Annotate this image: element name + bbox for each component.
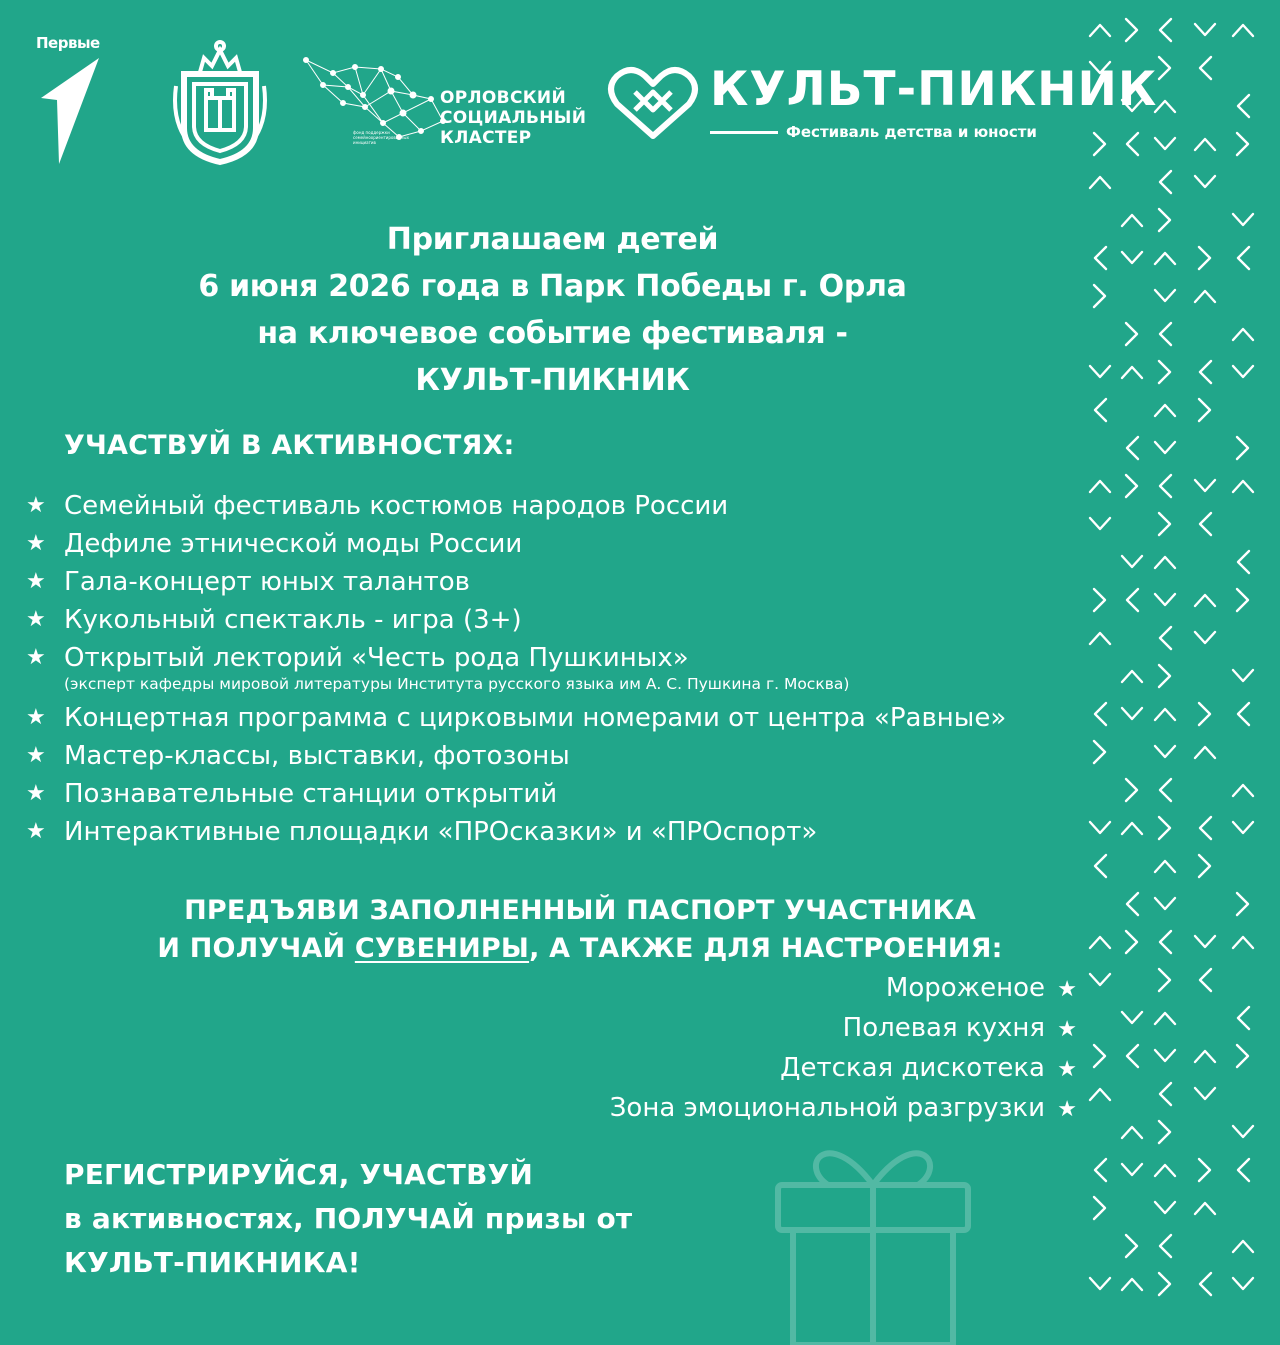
chevron-decor: [1233, 822, 1253, 833]
chevron-decor: [1195, 291, 1215, 302]
chevron-decor: [1094, 589, 1105, 611]
register-line: КУЛЬТ-ПИКНИКА!: [64, 1246, 361, 1279]
chevron-decor: [1155, 101, 1175, 112]
activity-item: [26, 775, 1006, 813]
bonus-label: Полевая кухня: [842, 1013, 1045, 1043]
bonus-item: [610, 969, 1077, 1009]
chevron-decor: [1160, 323, 1171, 345]
chevron-decor: [1238, 1007, 1249, 1029]
chevron-decor: [1127, 589, 1138, 611]
chevron-decor: [1126, 19, 1137, 41]
bonus-label: Мороженое: [885, 973, 1045, 1003]
chevron-decor: [1238, 95, 1249, 117]
bonus-item: [610, 1049, 1077, 1089]
chevron-decor: [1127, 1045, 1138, 1067]
star-icon: ★: [26, 531, 46, 556]
chevron-decor: [1195, 139, 1215, 150]
chevron-decor: [1159, 209, 1170, 231]
chevron-decor: [1200, 57, 1211, 79]
chevron-decor: [1233, 1241, 1253, 1252]
chevron-decor: [1237, 437, 1248, 459]
activity-item: [26, 563, 1006, 601]
chevron-decor: [1233, 1126, 1253, 1137]
activity-label: Открытый лекторий «Честь рода Пушкиных»: [64, 643, 689, 673]
kult-piknik-divider: [710, 131, 778, 134]
pervye-logo-icon: [33, 56, 103, 166]
chevron-decor: [1122, 215, 1142, 226]
chevron-decor: [1094, 285, 1105, 307]
passport-line-2-start: И ПОЛУЧАЙ: [157, 933, 355, 964]
chevron-decor: [1094, 1197, 1105, 1219]
invitation-line: Приглашаем детей: [386, 222, 719, 257]
chevron-decor: [1160, 627, 1171, 649]
chevron-decor: [1095, 855, 1106, 877]
activity-label: Мастер-классы, выставки, фотозоны: [64, 741, 570, 771]
activity-item: [26, 601, 1006, 639]
chevron-decor: [1090, 518, 1110, 529]
chevron-decor: [1094, 133, 1105, 155]
bonus-label: Детская дискотека: [780, 1053, 1045, 1083]
chevron-decor: [1155, 442, 1175, 453]
star-icon: ★: [1057, 977, 1077, 1002]
chevron-decor: [1122, 1127, 1142, 1138]
cluster-title: [440, 88, 586, 148]
chevron-decor: [1095, 247, 1106, 269]
chevron-decor: [1090, 1089, 1110, 1100]
chevron-decor: [1122, 1164, 1142, 1175]
chevron-decor: [1233, 1278, 1253, 1289]
star-icon: ★: [26, 743, 46, 768]
invitation-heading: [20, 216, 1085, 404]
chevron-decor: [1122, 367, 1142, 378]
chevron-decor: [1195, 595, 1215, 606]
chevron-decor: [1233, 937, 1253, 948]
chevron-decor: [1195, 176, 1215, 187]
chevron-decor: [1159, 361, 1170, 383]
chevron-decor: [1090, 633, 1110, 644]
chevron-pattern: [1085, 0, 1280, 1328]
chevron-decor: [1200, 513, 1211, 535]
bonuses-list: [610, 969, 1077, 1129]
chevron-decor: [1199, 1159, 1210, 1181]
heart-knot-icon: [607, 64, 699, 142]
chevron-decor: [1160, 1083, 1171, 1105]
activity-label: Семейный фестиваль костюмов народов России: [64, 491, 729, 521]
activity-item: [26, 813, 1006, 851]
chevron-decor: [1160, 475, 1171, 497]
chevron-decor: [1095, 703, 1106, 725]
chevron-decor: [1127, 437, 1138, 459]
chevron-decor: [1122, 823, 1142, 834]
activity-item: [26, 737, 1006, 775]
chevron-decor: [1200, 817, 1211, 839]
star-icon: ★: [1057, 1057, 1077, 1082]
invitation-line: на ключевое событие фестиваля -: [257, 316, 848, 351]
chevron-decor: [1237, 589, 1248, 611]
chevron-decor: [1200, 969, 1211, 991]
activity-label: Познавательные станции открытий: [64, 779, 558, 809]
chevron-decor: [1155, 290, 1175, 301]
orel-social-cluster-logo: [303, 55, 593, 155]
chevron-decor: [1160, 931, 1171, 953]
souvenirs-highlight: СУВЕНИРЫ: [354, 933, 530, 964]
star-icon: ★: [1057, 1097, 1077, 1122]
chevron-decor: [1155, 253, 1175, 264]
chevron-decor: [1155, 709, 1175, 720]
orel-coat-of-arms-icon: [170, 36, 270, 166]
chevron-decor: [1200, 361, 1211, 383]
passport-heading: [20, 892, 1140, 968]
register-line: в активностях, ПОЛУЧАЙ призы от: [64, 1202, 633, 1235]
chevron-decor: [1090, 177, 1110, 188]
chevron-decor: [1155, 898, 1175, 909]
chevron-decor: [1195, 480, 1215, 491]
invitation-line: 6 июня 2026 года в Парк Победы г. Орла: [198, 269, 907, 304]
star-icon: ★: [26, 645, 46, 670]
chevron-decor: [1237, 1045, 1248, 1067]
chevron-decor: [1233, 214, 1253, 225]
kult-piknik-title: КУЛЬТ-ПИКНИК: [710, 62, 1158, 117]
chevron-decor: [1155, 861, 1175, 872]
kult-piknik-logo: [607, 60, 1158, 150]
invitation-line: КУЛЬТ-ПИКНИК: [415, 363, 690, 398]
chevron-decor: [1159, 1273, 1170, 1295]
cluster-title-line: ОРЛОВСКИЙ: [440, 88, 566, 108]
star-icon: ★: [1057, 1017, 1077, 1042]
chevron-decor: [1237, 893, 1248, 915]
chevron-decor: [1160, 1235, 1171, 1257]
star-icon: ★: [26, 705, 46, 730]
passport-line-2-end: , А ТАКЖЕ ДЛЯ НАСТРОЕНИЯ:: [529, 933, 1003, 964]
chevron-decor: [1199, 855, 1210, 877]
chevron-decor: [1126, 323, 1137, 345]
chevron-decor: [1160, 171, 1171, 193]
passport-line-1: ПРЕДЪЯВИ ЗАПОЛНЕННЫЙ ПАСПОРТ УЧАСТНИКА: [184, 895, 976, 926]
gift-box-icon: [758, 1115, 988, 1345]
activity-label: Концертная программа с цирковыми номерами от центра «Равные»: [64, 703, 1007, 733]
chevron-decor: [1195, 24, 1215, 35]
chevron-decor: [1159, 969, 1170, 991]
chevron-decor: [1155, 1165, 1175, 1176]
pervye-logo-caption: Первые: [36, 34, 100, 52]
register-line: РЕГИСТРИРУЙСЯ, УЧАСТВУЙ: [64, 1158, 534, 1191]
chevron-decor: [1122, 1279, 1142, 1290]
chevron-decor: [1090, 822, 1110, 833]
chevron-decor: [1238, 247, 1249, 269]
chevron-decor: [1122, 556, 1142, 567]
activity-note: (эксперт кафедры мировой литературы Института русского языка им А. С. Пушкина г. Москва): [64, 675, 850, 693]
pervye-logo: [33, 34, 113, 169]
chevron-decor: [1090, 974, 1110, 985]
activity-label: Интерактивные площадки «ПРОсказки» и «ПРОспорт»: [64, 817, 818, 847]
chevron-decor: [1095, 1159, 1106, 1181]
chevron-decor: [1090, 1278, 1110, 1289]
cluster-fund-caption: фонд поддержки семейноориентированных инициатив: [353, 130, 409, 145]
chevron-decor: [1195, 1203, 1215, 1214]
chevron-decor: [1195, 936, 1215, 947]
chevron-decor: [1122, 1012, 1142, 1023]
chevron-decor: [1090, 366, 1110, 377]
star-icon: ★: [26, 781, 46, 806]
chevron-decor: [1195, 632, 1215, 643]
chevron-decor: [1195, 1088, 1215, 1099]
chevron-decor: [1155, 1202, 1175, 1213]
star-icon: ★: [26, 819, 46, 844]
kult-piknik-subtitle: Фестиваль детства и юности: [786, 123, 1037, 141]
chevron-decor: [1155, 594, 1175, 605]
chevron-decor: [1126, 1235, 1137, 1257]
chevron-decor: [1199, 247, 1210, 269]
chevron-decor: [1094, 1045, 1105, 1067]
activity-item: [26, 699, 1006, 737]
chevron-decor: [1155, 746, 1175, 757]
chevron-decor: [1200, 1273, 1211, 1295]
chevron-decor: [1195, 1051, 1215, 1062]
chevron-decor: [1160, 779, 1171, 801]
chevron-decor: [1127, 133, 1138, 155]
bonus-label: Зона эмоциональной разгрузки: [609, 1093, 1045, 1123]
chevron-decor: [1159, 1121, 1170, 1143]
chevron-decor: [1095, 399, 1106, 421]
chevron-decor: [1155, 557, 1175, 568]
activity-label: Дефиле этнической моды России: [64, 529, 523, 559]
chevron-decor: [1199, 703, 1210, 725]
chevron-decor: [1155, 405, 1175, 416]
register-call-to-action: [64, 1153, 632, 1285]
activity-item: [26, 639, 1006, 695]
passport-line-2: [20, 930, 1140, 968]
chevron-decor: [1155, 138, 1175, 149]
bonus-item: [610, 1009, 1077, 1049]
chevron-decor: [1237, 133, 1248, 155]
cluster-title-line: КЛАСТЕР: [440, 128, 532, 148]
cluster-title-line: СОЦИАЛЬНЫЙ: [440, 108, 587, 128]
activity-item: [26, 525, 1006, 563]
chevron-decor: [1122, 708, 1142, 719]
chevron-decor: [1155, 1013, 1175, 1024]
chevron-decor: [1090, 25, 1110, 36]
chevron-decor: [1238, 1159, 1249, 1181]
star-icon: ★: [26, 569, 46, 594]
activity-item: [26, 487, 1006, 525]
chevron-decor: [1159, 817, 1170, 839]
chevron-decor: [1238, 703, 1249, 725]
chevron-decor: [1233, 329, 1253, 340]
chevron-decor: [1090, 481, 1110, 492]
chevron-decor: [1199, 399, 1210, 421]
chevron-decor: [1122, 671, 1142, 682]
chevron-decor: [1155, 1050, 1175, 1061]
chevron-decor: [1233, 785, 1253, 796]
chevron-decor: [1122, 252, 1142, 263]
star-icon: ★: [26, 607, 46, 632]
star-icon: ★: [26, 493, 46, 518]
chevron-decor: [1195, 747, 1215, 758]
chevron-decor: [1160, 19, 1171, 41]
chevron-decor: [1094, 741, 1105, 763]
activities-list: [26, 487, 1006, 851]
chevron-decor: [1126, 475, 1137, 497]
activity-label: Кукольный спектакль - игра (3+): [64, 605, 522, 635]
chevron-decor: [1233, 670, 1253, 681]
chevron-decor: [1233, 366, 1253, 377]
chevron-decor: [1238, 551, 1249, 573]
chevron-decor: [1233, 25, 1253, 36]
chevron-decor: [1126, 779, 1137, 801]
bonus-item: [610, 1089, 1077, 1129]
activity-label: Гала-концерт юных талантов: [64, 567, 471, 597]
activities-title: УЧАСТВУЙ В АКТИВНОСТЯХ:: [64, 430, 515, 461]
chevron-decor: [1159, 513, 1170, 535]
chevron-decor: [1159, 57, 1170, 79]
chevron-decor: [1159, 665, 1170, 687]
chevron-decor: [1233, 481, 1253, 492]
